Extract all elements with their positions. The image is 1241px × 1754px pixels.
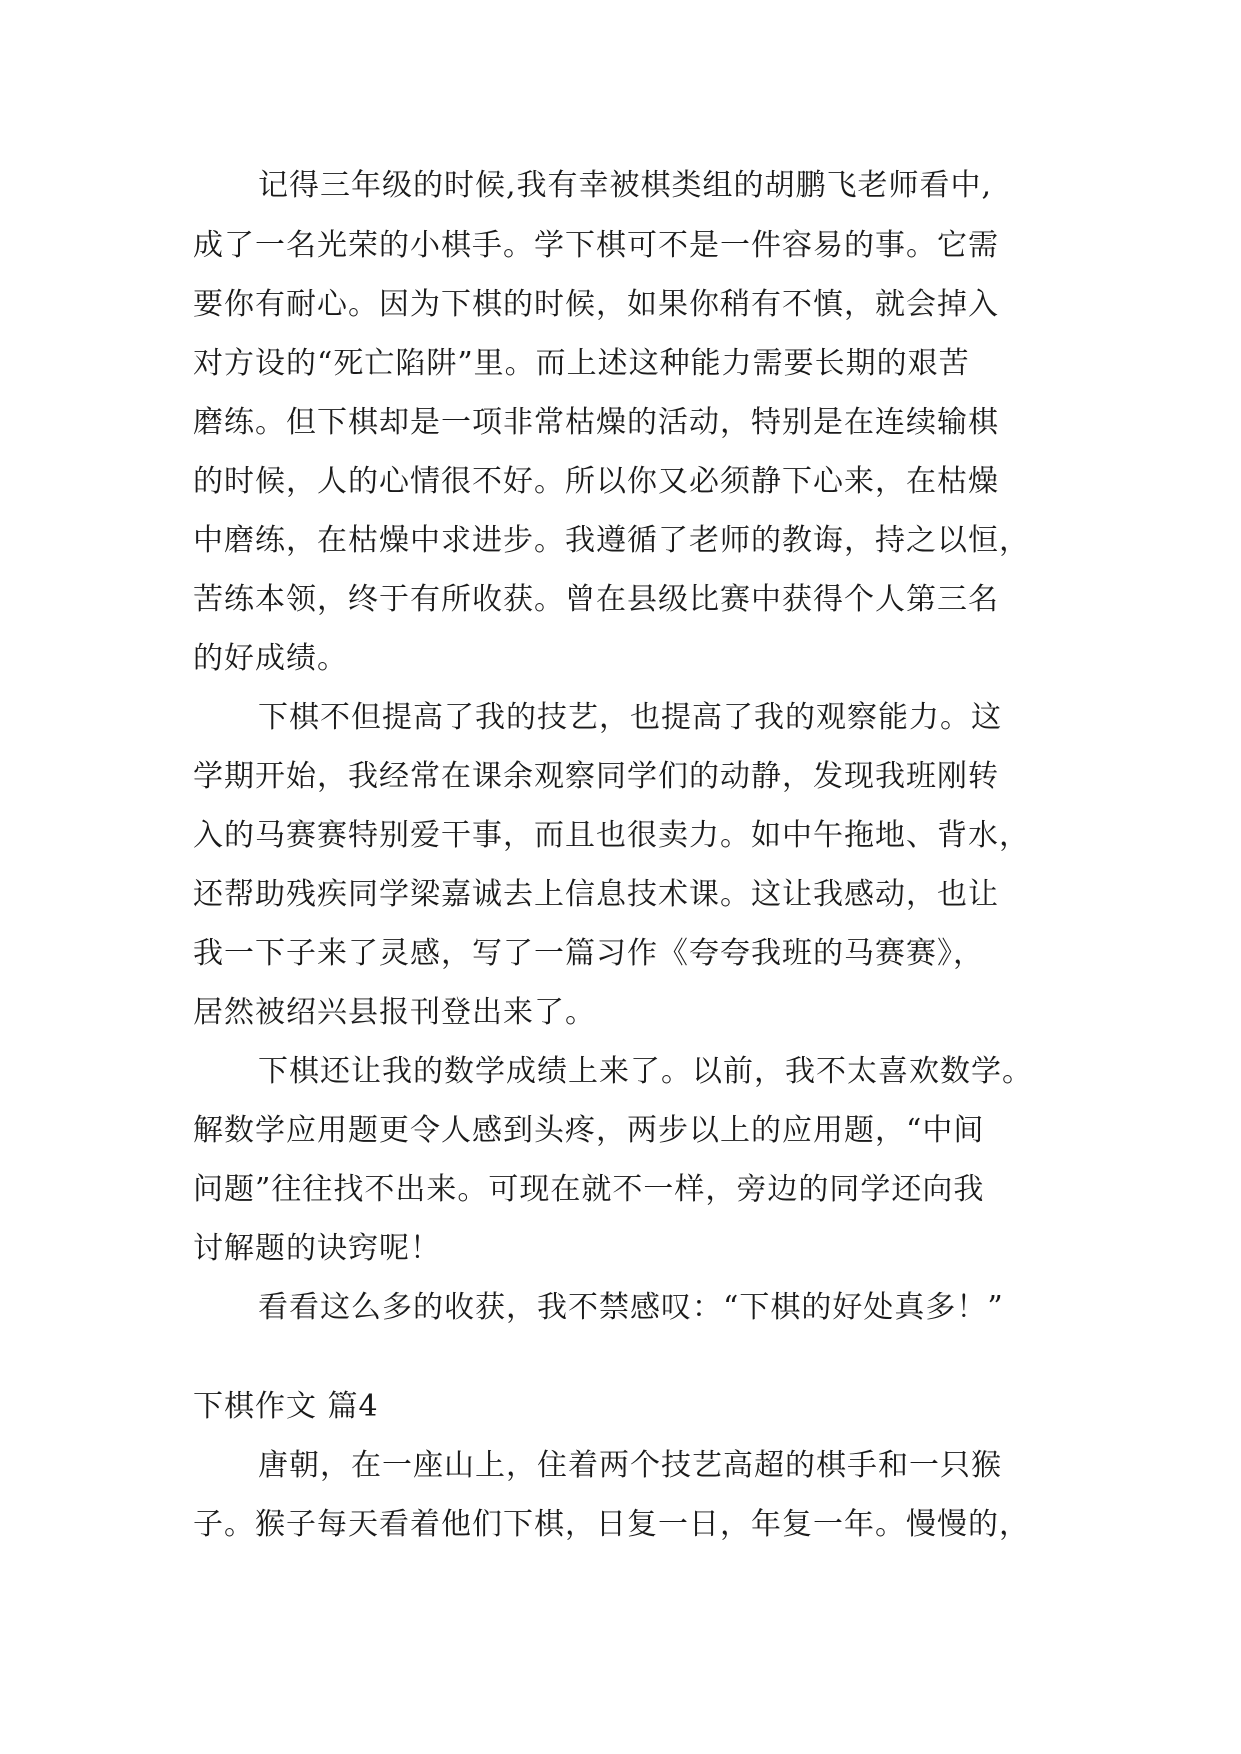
paragraph-2-line-6: 居然被绍兴县报刊登出来了。 [193,995,596,1030]
paragraph-1-line-5: 磨练。但下棋却是一项非常枯燥的活动，特别是在连续输棋 [193,405,999,440]
paragraph-1-line-9: 的好成绩。 [193,641,348,676]
section-heading: 下棋作文 篇4 [193,1389,379,1424]
section-2-paragraph-1-line-1: 唐朝，在一座山上，住着两个技艺高超的棋手和一只猴 [258,1448,1002,1483]
section-2-paragraph-1-line-2: 子。猴子每天看着他们下棋，日复一日，年复一年。慢慢的， [193,1507,1030,1542]
paragraph-2-line-3: 入的马赛赛特别爱干事，而且也很卖力。如中午拖地、背水， [193,818,1030,853]
paragraph-2-line-1: 下棋不但提高了我的技艺，也提高了我的观察能力。这 [258,700,1002,735]
paragraph-3-line-3: 问题”往往找不出来。可现在就不一样，旁边的同学还向我 [193,1172,985,1207]
paragraph-1-line-8: 苦练本领，终于有所收获。曾在县级比赛中获得个人第三名 [193,582,999,617]
paragraph-2-line-2: 学期开始，我经常在课余观察同学们的动静，发现我班刚转 [193,759,999,794]
paragraph-3-line-1: 下棋还让我的数学成绩上来了。以前，我不太喜欢数学。 [258,1054,1033,1089]
paragraph-3-line-2: 解数学应用题更令人感到头疼，两步以上的应用题，“中间 [193,1113,985,1148]
paragraph-1-line-1: 记得三年级的时候,我有幸被棋类组的胡鹏飞老师看中, [258,168,993,203]
paragraph-1-line-6: 的时候，人的心情很不好。所以你又必须静下心来，在枯燥 [193,464,999,499]
paragraph-2-line-5: 我一下子来了灵感，写了一篇习作《夸夸我班的马赛赛》， [193,936,984,971]
paragraph-1-line-3: 要你有耐心。因为下棋的时候，如果你稍有不慎，就会掉入 [193,287,999,322]
paragraph-1-line-2: 成了一名光荣的小棋手。学下棋可不是一件容易的事。它需 [193,228,999,263]
paragraph-1-line-4: 对方设的“死亡陷阱”里。而上述这种能力需要长期的艰苦 [193,346,970,381]
paragraph-2-line-4: 还帮助残疾同学梁嘉诚去上信息技术课。这让我感动，也让 [193,877,999,912]
paragraph-4-line-1: 看看这么多的收获，我不禁感叹：“下棋的好处真多！” [258,1290,1004,1325]
paragraph-1-line-7: 中磨练，在枯燥中求进步。我遵循了老师的教诲，持之以恒， [193,523,1030,558]
paragraph-3-line-4: 讨解题的诀窍呢！ [193,1231,441,1266]
